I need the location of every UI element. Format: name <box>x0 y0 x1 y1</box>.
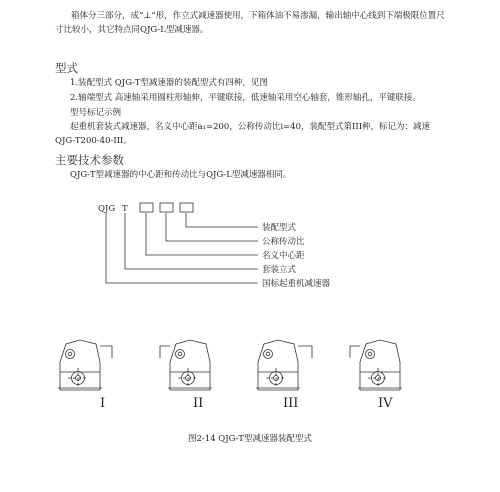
marking-example-line-1: 起重机套装式减速器，名义中心距a₁=200，公称传动比i=40，装配型式第III种，标记为：减速 <box>70 122 431 132</box>
code-label-assembly: 装配型式 <box>262 223 297 233</box>
code-type-letter: T <box>122 204 128 214</box>
assembly-type-item: 1.装配型式 QJG-T型减速器的装配型式有四种，见图 <box>70 78 268 88</box>
code-label-vertical: 套装立式 <box>262 265 297 275</box>
assembly-numeral-iii: III <box>283 396 299 408</box>
section-heading-type: 型式 <box>55 61 78 75</box>
section-heading-params: 主要技术参数 <box>55 153 124 167</box>
code-label-center-distance: 名义中心距 <box>262 251 305 261</box>
assembly-numeral-i: I <box>100 396 106 408</box>
intro-line-2: 寸比较小，其它特点同QJG-L型减速器。 <box>55 25 209 35</box>
assembly-figure-iii <box>256 340 312 390</box>
code-box-center-distance <box>140 203 153 212</box>
assembly-figure-iv <box>350 340 402 390</box>
assembly-numeral-iv: IV <box>378 396 393 408</box>
code-prefix: QJG <box>98 204 116 214</box>
code-box-ratio <box>160 203 173 212</box>
code-box-assembly <box>180 203 193 212</box>
assembly-numeral-ii: II <box>193 396 204 408</box>
figure-caption: 图2-14 QJG-T型减速器装配型式 <box>188 434 312 444</box>
code-label-standard: 国标起重机减速器 <box>262 279 331 289</box>
intro-line-1: 箱体分三部分，成“⊥”形，作立式减速器使用，下箱体油不易渗漏，输出轴中心线到下端极限位置尺 <box>71 11 445 21</box>
assembly-figure-ii <box>160 340 212 390</box>
model-code-diagram <box>0 196 500 296</box>
marking-example-line-2: QJG-T200-40-III。 <box>55 136 132 146</box>
shaft-end-type-item: 2.轴端型式 高速轴采用圆柱形轴伸，平键联接，低速轴采用空心轴套，锥形轴孔，平键联接。 <box>70 93 421 103</box>
marking-example-title: 型号标记示例 <box>70 108 122 118</box>
assembly-figures <box>0 328 500 408</box>
assembly-figure-i <box>58 340 112 390</box>
code-label-ratio: 公称传动比 <box>262 237 305 247</box>
params-text: QJG-T型减速器的中心距和传动比与QJG-L型减速器相同。 <box>70 170 292 180</box>
